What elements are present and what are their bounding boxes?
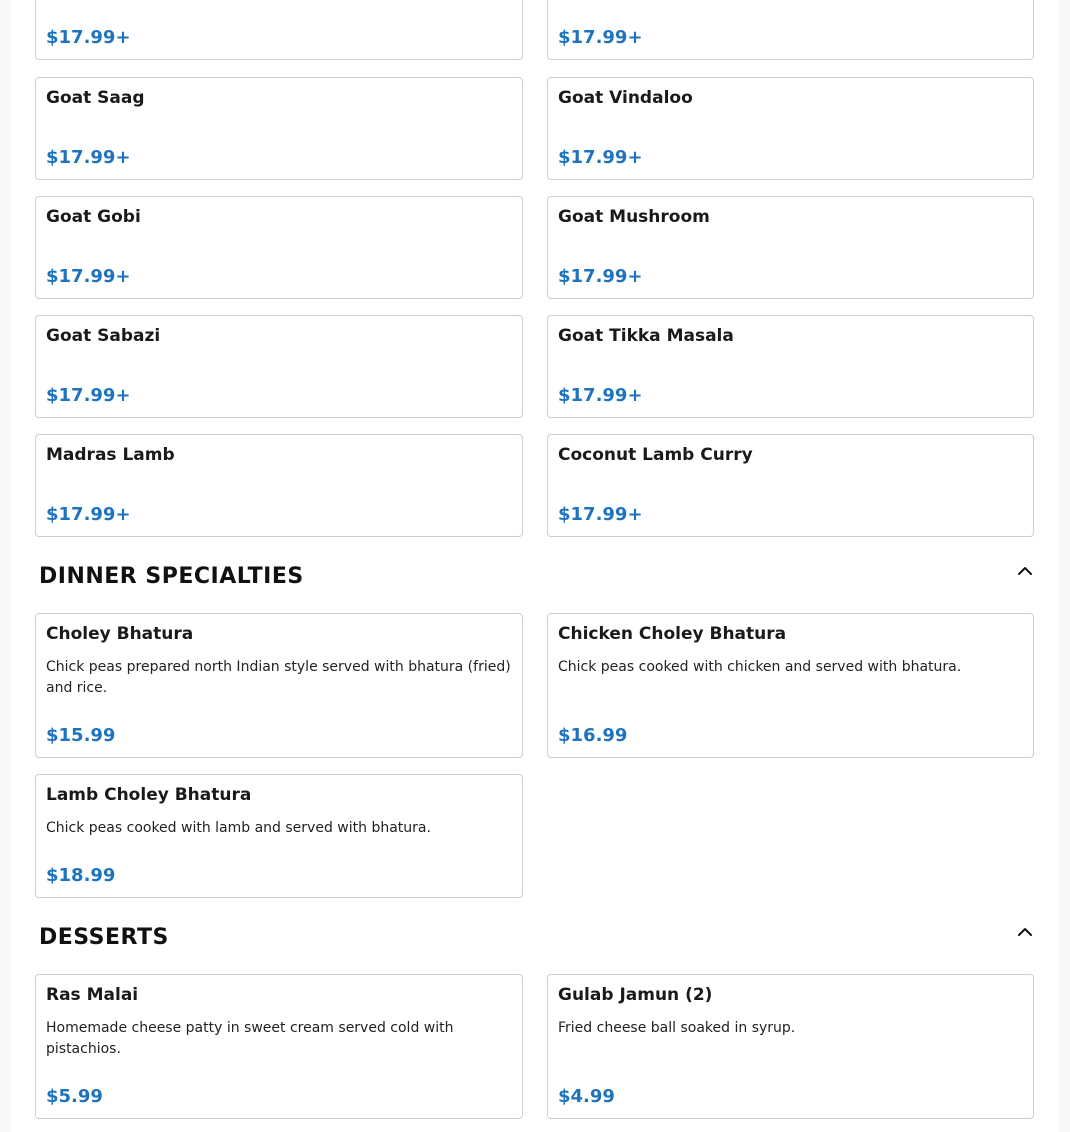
menu-item-card[interactable] xyxy=(35,196,523,299)
menu-item-card[interactable] xyxy=(547,434,1034,537)
item-price: $17.99+ xyxy=(46,504,131,525)
item-price: $16.99 xyxy=(558,725,628,746)
item-description: Fried cheese ball soaked in syrup. xyxy=(558,1020,796,1036)
item-price: $17.99+ xyxy=(46,385,131,406)
item-price: $17.99+ xyxy=(558,385,643,406)
menu-item-card[interactable] xyxy=(547,974,1034,1119)
chevron-up-icon[interactable] xyxy=(1015,922,1035,942)
item-price: $17.99+ xyxy=(558,266,643,287)
menu-item-card[interactable] xyxy=(35,0,523,60)
item-name: Goat Gobi xyxy=(46,207,141,227)
menu-item-card[interactable] xyxy=(35,315,523,418)
menu-item-card[interactable] xyxy=(35,774,523,898)
item-name: Coconut Lamb Curry xyxy=(558,445,753,465)
item-price: $17.99+ xyxy=(46,27,131,48)
item-name: Chicken Choley Bhatura xyxy=(558,624,787,644)
menu-item-card[interactable] xyxy=(35,974,523,1119)
menu-page xyxy=(11,0,1059,1132)
item-price: $18.99 xyxy=(46,865,116,886)
item-price: $17.99+ xyxy=(558,504,643,525)
menu-item-card[interactable] xyxy=(547,315,1034,418)
item-description: Chick peas cooked with lamb and served with bhatura. xyxy=(46,820,431,836)
item-description: Chick peas cooked with chicken and served with bhatura. xyxy=(558,659,962,675)
section-title-desserts: DESSERTS xyxy=(39,925,169,950)
item-name: Goat Tikka Masala xyxy=(558,326,734,346)
item-price: $5.99 xyxy=(46,1086,103,1107)
item-description: Chick peas prepared north Indian style served with bhatura (fried) and rice. xyxy=(46,659,511,696)
item-price: $17.99+ xyxy=(558,147,643,168)
item-name: Lamb Choley Bhatura xyxy=(46,785,252,805)
menu-item-card[interactable] xyxy=(547,0,1034,60)
chevron-up-icon[interactable] xyxy=(1015,561,1035,581)
item-name: Goat Saag xyxy=(46,88,145,108)
item-name: Goat Vindaloo xyxy=(558,88,693,108)
menu-item-card[interactable] xyxy=(547,77,1034,180)
item-price: $15.99 xyxy=(46,725,116,746)
item-description: Homemade cheese patty in sweet cream served cold with pistachios. xyxy=(46,1020,454,1057)
menu-item-card[interactable] xyxy=(547,613,1034,758)
menu-item-card[interactable] xyxy=(547,196,1034,299)
item-price: $17.99+ xyxy=(558,27,643,48)
item-name: Gulab Jamun (2) xyxy=(558,985,713,1005)
item-name: Goat Mushroom xyxy=(558,207,710,227)
menu-item-card[interactable] xyxy=(35,77,523,180)
item-price: $17.99+ xyxy=(46,266,131,287)
item-price: $17.99+ xyxy=(46,147,131,168)
menu-item-card[interactable] xyxy=(35,434,523,537)
item-price: $4.99 xyxy=(558,1086,615,1107)
item-name: Choley Bhatura xyxy=(46,624,194,644)
item-name: Ras Malai xyxy=(46,985,139,1005)
menu-item-card[interactable] xyxy=(35,613,523,758)
section-title-dinner-specialties: DINNER SPECIALTIES xyxy=(39,564,304,589)
item-name: Madras Lamb xyxy=(46,445,175,465)
item-name: Goat Sabazi xyxy=(46,326,161,346)
